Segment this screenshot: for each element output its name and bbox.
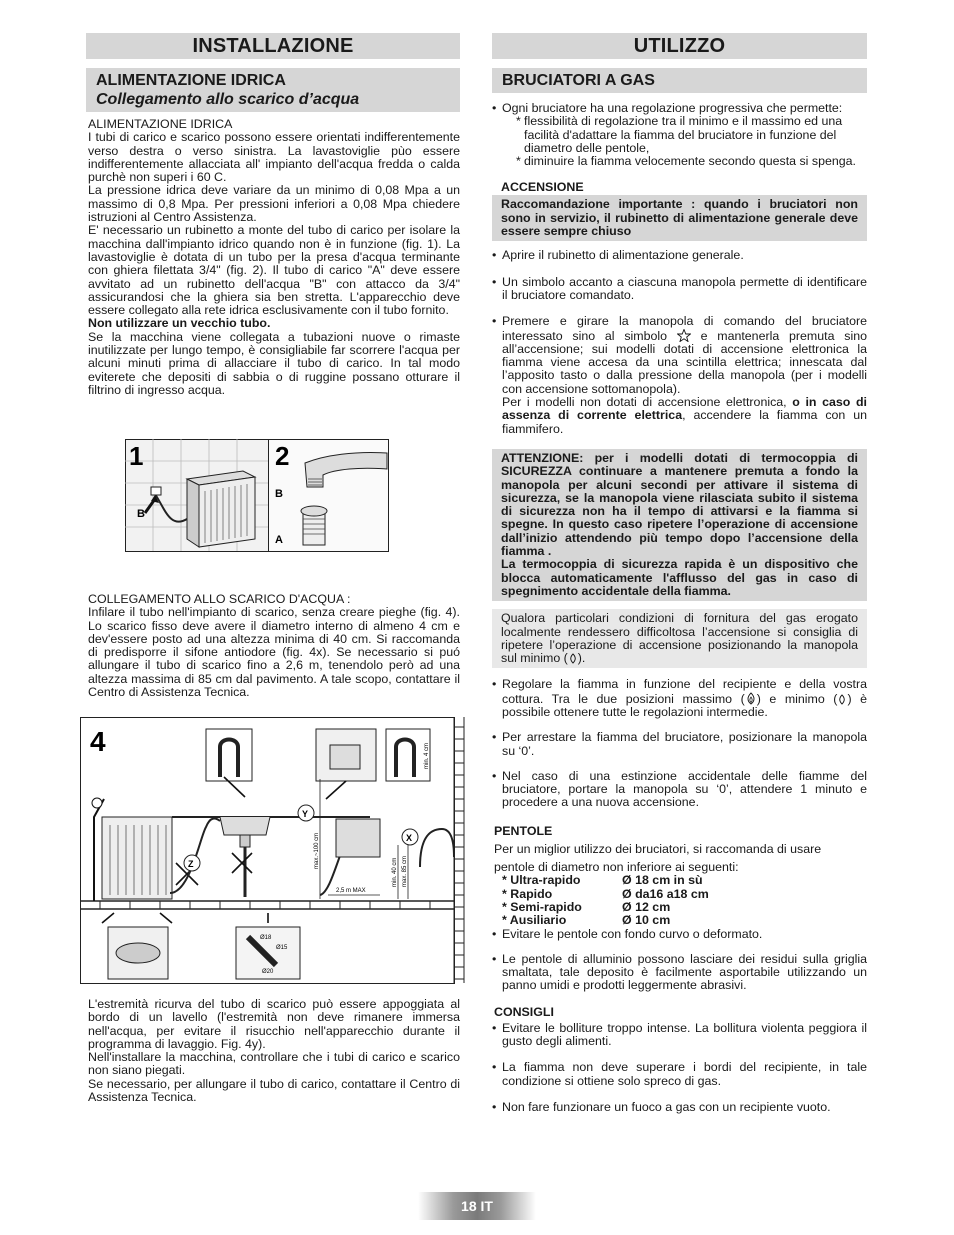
accensione-heading: ACCENSIONE	[501, 180, 584, 195]
figure-4-number: 4	[90, 726, 106, 757]
bullet: Le pentole di alluminio possono lasciare dei residui sulla griglia smaltata, tale deposito è facilmente asportabile utilizzando un panno umidi e prodotti leggermente abrasivi.	[502, 951, 867, 993]
figure-2-number: 2	[275, 441, 290, 471]
note-box: Qualora particolari condizioni di fornitura del gas erogato localmente rendessero difficoltosa l’accensione si consiglia di ripetere l’operazione di accensione posizionando la manopola sul minimo ( ).	[492, 609, 867, 668]
figure-4	[80, 717, 466, 985]
bullet: Evitare le bolliture troppo intense. La bollitura violenta peggiora il gusto degli alimenti.	[502, 1020, 867, 1049]
flame-min-icon	[568, 653, 578, 664]
paragraph-warning: Non utilizzare un vecchio tubo.	[88, 316, 271, 331]
figure-1-2	[125, 439, 389, 552]
figure-1-number: 1	[129, 441, 144, 471]
section-subtitle: Collegamento allo scarico d’acqua	[96, 91, 360, 108]
figure-2-label-a: A	[275, 534, 283, 546]
paragraph: pentole di diametro non inferiore ai seguenti:	[494, 860, 739, 875]
figure-4-d20: Ø20	[262, 969, 274, 975]
figure-4-d18: Ø18	[260, 935, 272, 941]
figure-4-label-y: Y	[302, 809, 309, 819]
pot-row: * Rapido Ø da16 a18 cm	[502, 886, 709, 901]
bullet: Aprire il rubinetto di alimentazione generale.	[502, 248, 744, 263]
paragraph-heading: ALIMENTAZIONE IDRICA	[88, 117, 233, 131]
consigli-heading: CONSIGLI	[494, 1004, 554, 1019]
bullet: Per arrestare la fiamma del bruciatore, posizionare la manopola su ‘0’.	[502, 730, 867, 758]
figure-4-max100: max.~100 cm	[314, 832, 320, 869]
paragraph: Se la macchina viene collegata a tubazioni nuove o rimaste inutilizzate per lungo tempo, è consigliabile far scorrere l'acqua per alcuni minuti prima di allacciare il tubo di carico. In tal modo eviterete che depositi di sabbia o di ruggine possano otturare il filtrino di ingresso acqua.	[88, 329, 460, 397]
left-column	[86, 33, 460, 1105]
bullet-sub: flessibilità di regolazione tra il minimo e il massimo ed una facilità d'adattare la fiamma del bruciatore in funzione del diametro delle pentole,	[524, 114, 843, 155]
pentole-heading: PENTOLE	[494, 823, 553, 838]
flame-min-icon	[837, 694, 847, 705]
section-title: ALIMENTAZIONE IDRICA	[96, 72, 286, 89]
bullet: La fiamma non deve superare i bordi del recipiente, in tale condizione si ottiene solo spreco di gas.	[502, 1060, 867, 1088]
bullet-sub: diminuire la fiamma velocemente secondo questa si spenga.	[524, 154, 856, 169]
bullet-regolazione: Regolare la fiamma in funzione del recipiente e della vostra cottura. Tra le due posizioni massimo ( ) e minimo ( ) è possibile ottenere tutte le regolazioni intermedie.	[502, 677, 867, 719]
figure-4-min40: min. 40 cm	[392, 857, 398, 887]
bullet: Evitare le pentole con fondo curvo o deformato.	[502, 926, 763, 941]
figure-4-25m: 2,5 m MAX	[336, 888, 366, 894]
right-column: UTILIZZO BRUCIATORI A GAS • Ogni bruciatore ha una regolazione progressiva che permette: * flessibilità di regolazione tra il minimo e il massimo ed una facilità d'adattare la fiamma del bruciatore in funzione del diametro delle pentole, * diminuire la fiamma velocemente secondo questa si spenga. ACCENSIONE Raccomandazione importante : quando i bruciatori non sono in servizio, il rubinetto di alimentazione generale deve essere sempre chiuso • Aprire il rubinetto di alimentazione generale. • Un simbolo accanto a ciascuna manopola permette di identificare il bruciatore comandato. • Premere e girare la manopola di comando del bruciatore interessato sino al simbolo e mantenerla premuta sino all’accensione; sui modelli dotati di accensione elettronica la fiamma viene accesa da una scintilla elettrica; innescata dal l’apposito tasto o dalla pressione della manopola (per i modelli con accensione sottomanopola). Per i modelli non dotati di accensione elettronica, o in caso di assenza di corrente elettrica, accendere la fiamma con un fiammifero. ATTENZIONE: per i modelli dotati di termocoppia di SICUREZZA continuare a mantenere premuta a fondo la manopola per alcuni secondi per attivare il sistema di sicurezza, se la manopola viene rilasciata subito il sistema di sicurezza non ha il tempo di attivarsi e la fiamma si spegne. In questo caso ripetere l’operazione di accensione dall’inizio attendendo più tempo dopo l’accensione della fiamma . La termocoppia di sicurezza rapida è un dispositivo che blocca automaticamente l'afflusso del gas in caso di spegnimento accidentale della fiamma. Qualora particolari condizioni di fornitura del gas erogato localmente rendessero difficoltosa l’accensione si consiglia di ripetere l’operazione di accensione posizionando la manopola sul minimo ( ). • Regolare la fiamma in funzione del recipiente e della vostra cottura. Tra le due posizioni massimo ( ) e minimo ( ) è possibile ottenere tutte le regolazioni intermedie. • Per arrestare la fiamma del bruciatore, posizionare la manopola su ‘0’. • Nel caso di una estinzione accidentale delle fiamme del bruciatore, portare la manopola su ‘0’, attendere 1 minuto e procedere a una nuova accensione. PENTOLE Per un miglior utilizzo dei bruciatori, si raccomanda di usare pentole di diametro non inferiore ai seguenti: * Ultra-rapido Ø 18 cm in sù * Rapido Ø da16 a18 cm * Semi-rapido Ø 12 cm * Ausiliario Ø 10 cm • Evitare le pentole con fondo curvo o deformato. • Le pentole di alluminio possono lasciare dei residui sulla griglia smaltata, tale deposito è facilmente asportabile utilizzando un panno umidi e prodotti leggermente abrasivi. CONSIGLI • Evitare le bolliture troppo intense. La bollitura violenta peggiora il gusto degli alimenti. • La fiamma non deve superare i bordi del recipiente, in tale condizione si ottiene solo spreco di gas. • Non fare funzionare un fuoco a gas con un recipiente vuoto.	[492, 34, 867, 1114]
bullet: Nel caso di una estinzione accidentale delle fiamme del bruciatore, portare la manopola su ‘0’, attendere 1 minuto e procedere a una nuova accensione.	[502, 768, 867, 810]
figure-4-label-z: Z	[188, 859, 194, 869]
attention-box: ATTENZIONE: per i modelli dotati di termocoppia di SICUREZZA continuare a mantenere premuta a fondo la manopola per alcuni secondi per attivare il sistema di sicurezza, se la manopola viene rilasciata subito il sistema di sicurezza non ha il tempo di attivarsi e la fiamma si spegne. In questo caso ripetere l’operazione di accensione dall’inizio attendendo più tempo dopo l’accensione della fiamma . La termocoppia di sicurezza rapida è un dispositivo che blocca automaticamente l'afflusso del gas in caso di spegnimento accidentale della fiamma.	[492, 449, 867, 601]
figure-4-label-x: X	[406, 833, 413, 843]
bullet-accensione: Premere e girare la manopola di comando del bruciatore interessato sino al simbolo e mantenerla premuta sino all’accensione; sui modelli dotati di accensione elettronica la fiamma viene accesa da una scintilla elettrica; innescata dal l’apposito tasto o dalla pressione della manopola (per i modelli con accensione sottomanopola). Per i modelli non dotati di accensione elettronica, o in caso di assenza di corrente elettrica, accendere la fiamma con un fiammifero.	[502, 314, 867, 436]
paragraph: La pressione idrica deve variare da un minimo di 0,08 Mpa a un massimo di 0,8 Mpa. Per pressioni inferiori a 0,08 Mpa chiedere istruzioni al Centro Assistenza.	[88, 183, 460, 225]
spark-star-icon	[677, 329, 691, 342]
pot-row: * Ultra-rapido Ø 18 cm in sù	[502, 873, 703, 888]
pot-row: * Semi-rapido Ø 12 cm	[502, 899, 671, 914]
bullet: Un simbolo accanto a ciascuna manopola permette di identificare il bruciatore comandato.	[502, 274, 867, 302]
figure-4-d15: Ø15	[276, 945, 288, 951]
paragraph: Nell'installare la macchina, controllare che i tubi di carico e scarico non siano piegati.	[88, 1050, 460, 1078]
utilizzo-title: UTILIZZO	[492, 33, 867, 59]
installazione-title: INSTALLAZIONE	[86, 33, 460, 59]
section-header-bruciatori: BRUCIATORI A GAS	[492, 68, 867, 93]
paragraph: Per un miglior utilizzo dei bruciatori, si raccomanda di usare	[494, 841, 822, 856]
bullet: Ogni bruciatore ha una regolazione progressiva che permette:	[502, 101, 843, 115]
important-box: Raccomandazione importante : quando i bruciatori non sono in servizio, il rubinetto di alimentazione generale deve essere sempre chiuso	[492, 195, 867, 241]
pot-row: * Ausiliario Ø 10 cm	[502, 913, 671, 928]
flame-max-icon	[745, 692, 757, 705]
paragraph: L'estremità ricurva del tubo di scarico può essere appoggiata al bordo di un lavello (l'estremità non deve rimanere immersa nell'acqua, per evitare il risucchio nell'apparecchio durante il programma di lavaggio. Fig. 4y).	[88, 997, 460, 1051]
figure-4-max85: max. 85 cm	[402, 855, 408, 887]
paragraph: I tubi di carico e scarico possono essere orientati indifferentemente verso destra o verso sinistra. La lavastoviglie pùo essere indifferentemente allacciata all' impianto dell'acqua fredda o calda purchè non superi i 60 C.	[88, 130, 460, 185]
figure-4-min4: min. 4 cm	[424, 742, 430, 769]
paragraph: E' necessario un rubinetto a monte del tubo di carico per isolare la macchina dall'impianto idrico quando non è in funzione (fig. 1). La lavastoviglie è dotata di un tubo per la presa d'acqua terminante con ghiera filettata 3/4" (fig. 2). Il tubo di carico "A" deve essere avvitato ad un rubinetto dell'acqua "B" con attacco da 3/4" assicurandosi che la ghiera sia ben stretta. L'apparecchio deve essere collegato alla rete idrica esclusivamente con il tubo fornito.	[88, 223, 460, 318]
paragraph: Se necessario, per allungare il tubo di carico, contattare il Centro di Assistenza Tecnica.	[88, 1076, 460, 1105]
bullet: Non fare funzionare un fuoco a gas con un recipiente vuoto.	[502, 1099, 831, 1114]
paragraph-heading: COLLEGAMENTO ALLO SCARICO D'ACQUA :	[88, 592, 351, 606]
section-header-alimentazione	[86, 68, 460, 112]
figure-1-label-b: B	[137, 508, 145, 520]
paragraph: Infilare il tubo nell'impianto di scarico, senza creare pieghe (fig. 4). Lo scarico fisso deve avere il diametro interno di almeno 4 cm e dev'essere posto ad una altezza minima di 40 cm. Si raccomanda di predisporre il sifone antiodore (fig. 4x). Se necessario si puó allungare il tubo di scarico fino a 2,6 m, tenendolo però ad una altezza massima di 85 cm dal pavimento. A tale scopo, contattare il Centro di Assistenza Tecnica.	[88, 605, 460, 700]
figure-2-label-b: B	[275, 488, 283, 500]
page-number: 18 IT	[418, 1192, 536, 1220]
